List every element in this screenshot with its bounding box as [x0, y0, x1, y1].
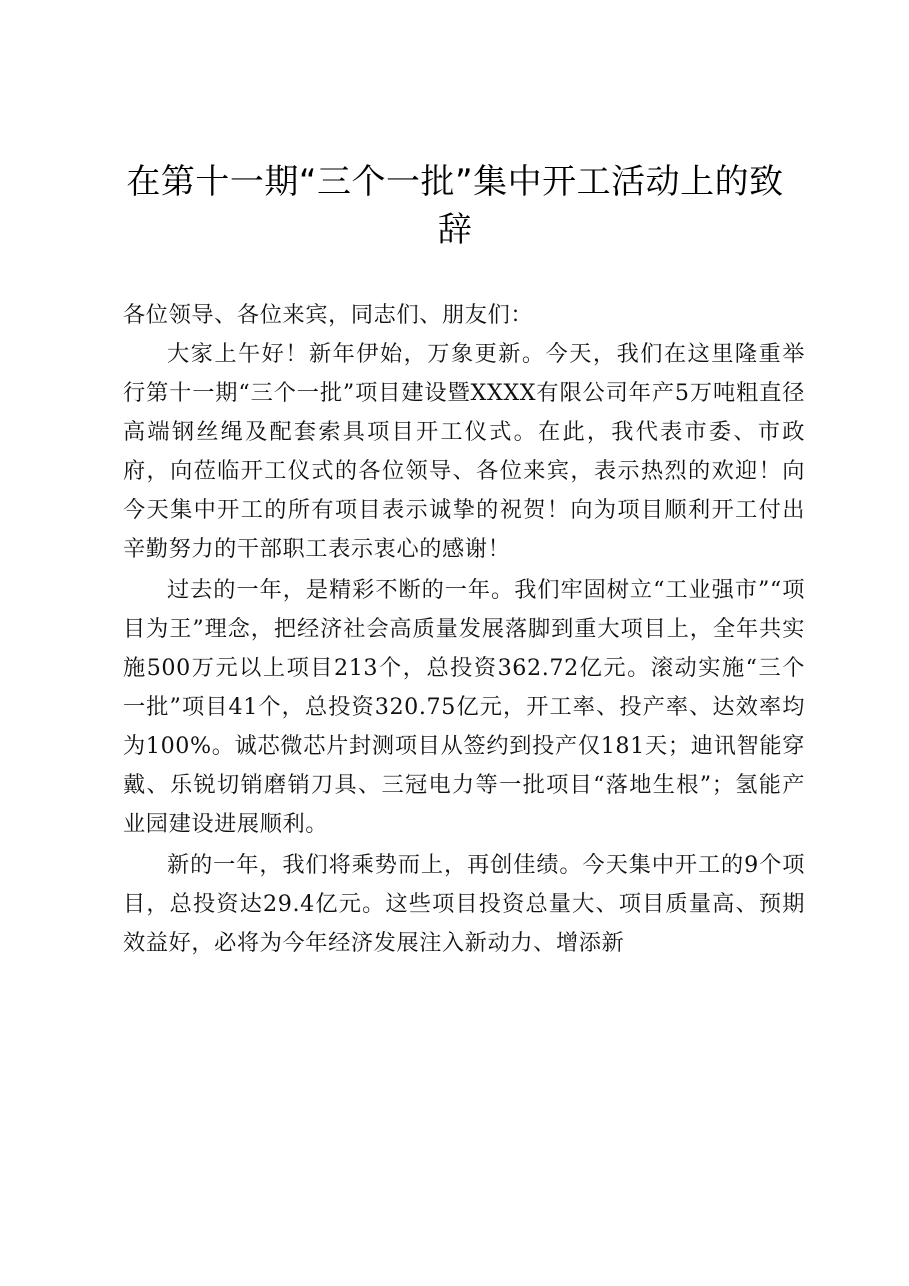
paragraph-3: 新的一年，我们将乘势而上，再创佳绩。今天集中开工的9个项目，总投资达29.4亿元。这些项目投资总量大、项目质量高、预期效益好，必将为今年经济发展注入新动力、增添新	[123, 852, 805, 956]
document-body	[123, 296, 805, 963]
paragraph-2: 过去的一年，是精彩不断的一年。我们牢固树立“工业强市”“项目为王”理念，把经济社会高质量发展落脚到重大项目上，全年共实施500万元以上项目213个，总投资362.72亿元。滚动实施“三个一批”项目41个，总投资320.75亿元，开工率、投产率、达效率均为100%。诚芯微芯片封测项目从签约到投产仅181天；迪讯智能穿戴、乐锐切销磨销刀具、三冠电力等一批项目“落地生根”；氢能产业园建设进展顺利。	[123, 577, 805, 837]
salutation: 各位领导、各位来宾，同志们、朋友们：	[123, 302, 534, 328]
document-title: 在第十一期“三个一批”集中开工活动上的致辞	[126, 162, 784, 250]
paragraph-1: 大家上午好！新年伊始，万象更新。今天，我们在这里隆重举行第十一期“三个一批”项目建设暨XXXX有限公司年产5万吨粗直径高端钢丝绳及配套索具项目开工仪式。在此，我代表市委、市政府，向莅临开工仪式的各位领导、各位来宾，表示热烈的欢迎！向今天集中开工的所有项目表示诚挚的祝贺！向为项目顺利开工付出辛勤努力的干部职工表示衷心的感谢！	[123, 341, 805, 562]
